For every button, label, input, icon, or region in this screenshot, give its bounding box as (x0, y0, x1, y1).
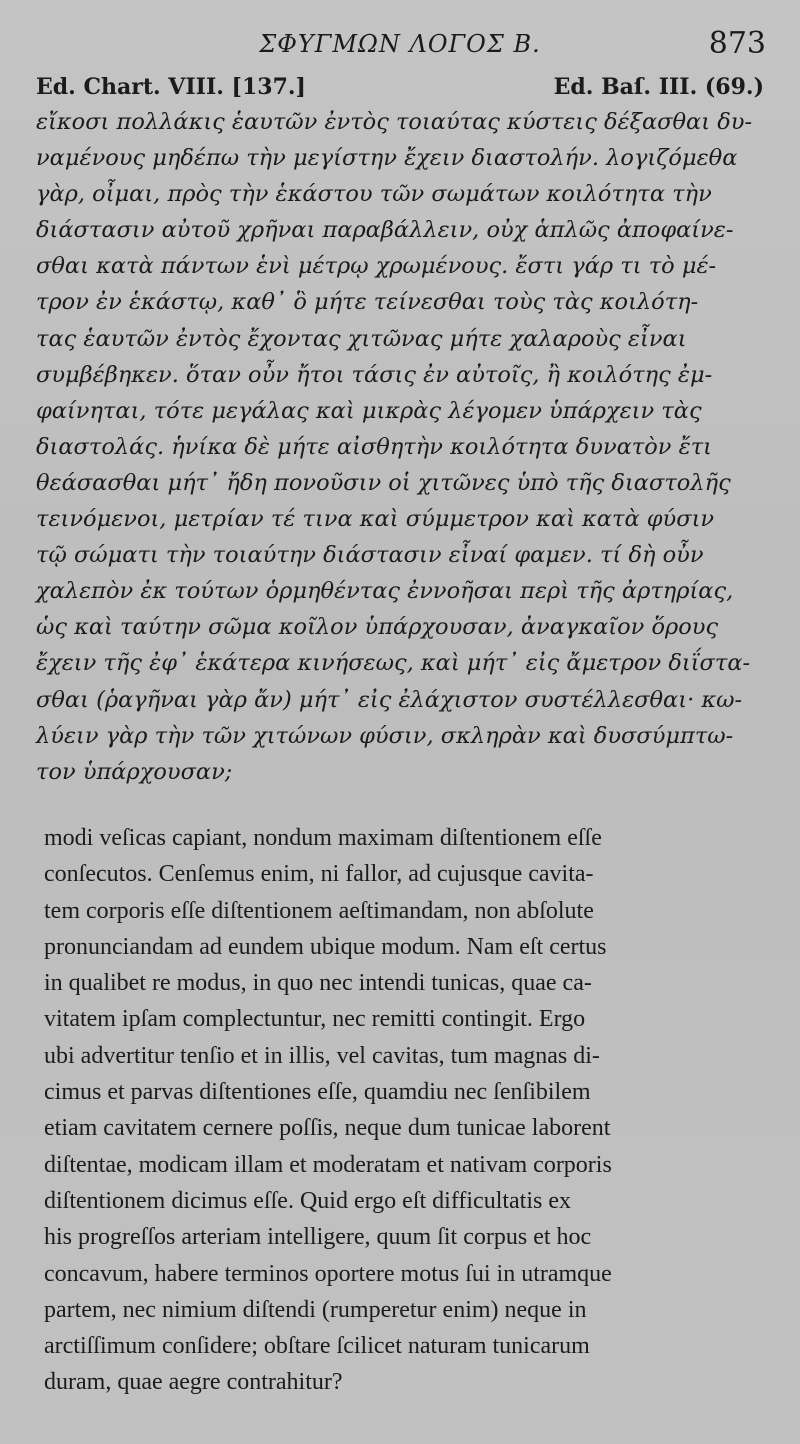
edition-reference-chart: Ed. Chart. VIII. [137.] (36, 74, 306, 100)
greek-line: τρον ἐν ἑκάστῳ, καθ᾽ ὃ μήτε τείνεσθαι τοὺς τὰς κοιλότη- (36, 289, 699, 316)
edition-reference-basel: Ed. Baſ. III. (69.) (553, 74, 764, 100)
latin-line: etiam cavitatem cernere poſſis, neque dum tunicae laborent (44, 1115, 611, 1142)
greek-line: ὡς καὶ ταύτην σῶμα κοῖλον ὑπάρχουσαν, ἀναγκαῖον ὅρους (36, 614, 719, 641)
latin-line: conſecutos. Cenſemus enim, ni fallor, ad cujusque cavita- (44, 861, 594, 888)
latin-line: modi veſicas capiant, nondum maximam diſtentionem eſſe (44, 825, 602, 851)
greek-line: γὰρ, οἶμαι, πρὸς τὴν ἑκάστου τῶν σωμάτων κοιλότητα τὴν (36, 181, 712, 208)
latin-line: ubi advertitur tenſio et in illis, vel cavitas, tum magnas di- (44, 1042, 600, 1069)
latin-line: diſtentionem dicimus eſſe. Quid ergo eſt difficultatis ex (44, 1187, 572, 1214)
latin-line: his progreſſos arteriam intelligere, quum ſit corpus et hoc (44, 1224, 592, 1251)
latin-line: diſtentae, modicam illam et moderatam et nativam corporis (44, 1151, 612, 1178)
greek-line: χαλεπὸν ἐκ τούτων ὁρμηθέντας ἐννοῆσαι περὶ τῆς ἀρτηρίας, (36, 578, 734, 605)
greek-line: ἔχειν τῆς ἐφ᾽ ἑκάτερα κινήσεως, καὶ μήτ᾽ εἰς ἄμετρον διΐστα- (36, 650, 751, 677)
greek-text-block (36, 104, 763, 790)
latin-line: duram, quae aegre contrahitur? (44, 1369, 343, 1396)
edition-references (36, 74, 764, 104)
greek-line: τῷ σώματι τὴν τοιαύτην διάστασιν εἶναί φαμεν. τί δὴ οὖν (36, 542, 704, 569)
latin-line: partem, nec nimium diſtendi (rumperetur enim) neque in (44, 1296, 587, 1323)
greek-line: διαστολάς. ἡνίκα δὲ μήτε αἰσθητὴν κοιλότητα δυνατὸν ἔτι (36, 433, 712, 460)
greek-line: τας ἑαυτῶν ἐντὸς ἔχοντας χιτῶνας μήτε χαλαροὺς εἶναι (36, 325, 687, 352)
greek-line: συμβέβηκεν. ὅταν οὖν ἤτοι τάσις ἐν αὐτοῖς, ἢ κοιλότης ἐμ- (36, 361, 713, 388)
greek-line: εἴκοσι πολλάκις ἑαυτῶν ἐντὸς τοιαύτας κύστεις δέξασθαι δυ- (36, 109, 753, 135)
greek-line: θεάσασθαι μήτ᾽ ἤδη πονοῦσιν οἱ χιτῶνες ὑπὸ τῆς διαστολῆς (36, 469, 731, 496)
latin-line: pronunciandam ad eundem ubique modum. Nam eſt certus (44, 933, 607, 960)
greek-line: σθαι κατὰ πάντων ἑνὶ μέτρῳ χρωμένους. ἔστι γάρ τι τὸ μέ- (36, 253, 717, 280)
greek-line: ναμένους μηδέπω τὴν μεγίστην ἔχειν διαστολήν. λογιζόμεθα (36, 145, 738, 172)
latin-line: concavum, habere terminos oportere motus ſui in utramque (44, 1260, 612, 1287)
greek-line: σθαι (ῥαγῆναι γὰρ ἄν) μήτ᾽ εἰς ἐλάχιστον συστέλλεσθαι· κω- (36, 686, 743, 713)
greek-line: τεινόμενοι, μετρίαν τέ τινα καὶ σύμμετρον καὶ κατὰ φύσιν (36, 506, 715, 533)
latin-line: vitatem ipſam complectuntur, nec remitti contingit. Ergo (44, 1006, 586, 1033)
latin-line: tem corporis eſſe diſtentionem aeſtimandam, non abſolute (44, 897, 594, 924)
latin-line: in qualibet re modus, in quo nec intendi tunicas, quae ca- (44, 970, 592, 997)
latin-text-block (44, 820, 766, 1401)
greek-line: λύειν γὰρ τὴν τῶν χιτώνων φύσιν, σκληρὰν καὶ δυσσύμπτω- (36, 722, 734, 749)
greek-line: φαίνηται, τότε μεγάλας καὶ μικρὰς λέγομεν ὑπάρχειν τὰς (36, 397, 702, 424)
page-number: 873 (708, 26, 766, 61)
running-head (0, 26, 800, 62)
greek-line: τον ὑπάρχουσαν; (36, 758, 233, 785)
latin-line: arctiſſimum conſidere; obſtare ſcilicet naturam tunicarum (44, 1333, 590, 1360)
running-title: ΣΦΥΓΜΩΝ ΛΟΓΟΣ Β. (259, 30, 541, 58)
latin-line: cimus et parvas diſtentiones eſſe, quamdiu nec ſenſibilem (44, 1079, 591, 1106)
greek-line: διάστασιν αὐτοῦ χρῆναι παραβάλλειν, οὐχ ἁπλῶς ἀποφαίνε- (36, 217, 734, 244)
